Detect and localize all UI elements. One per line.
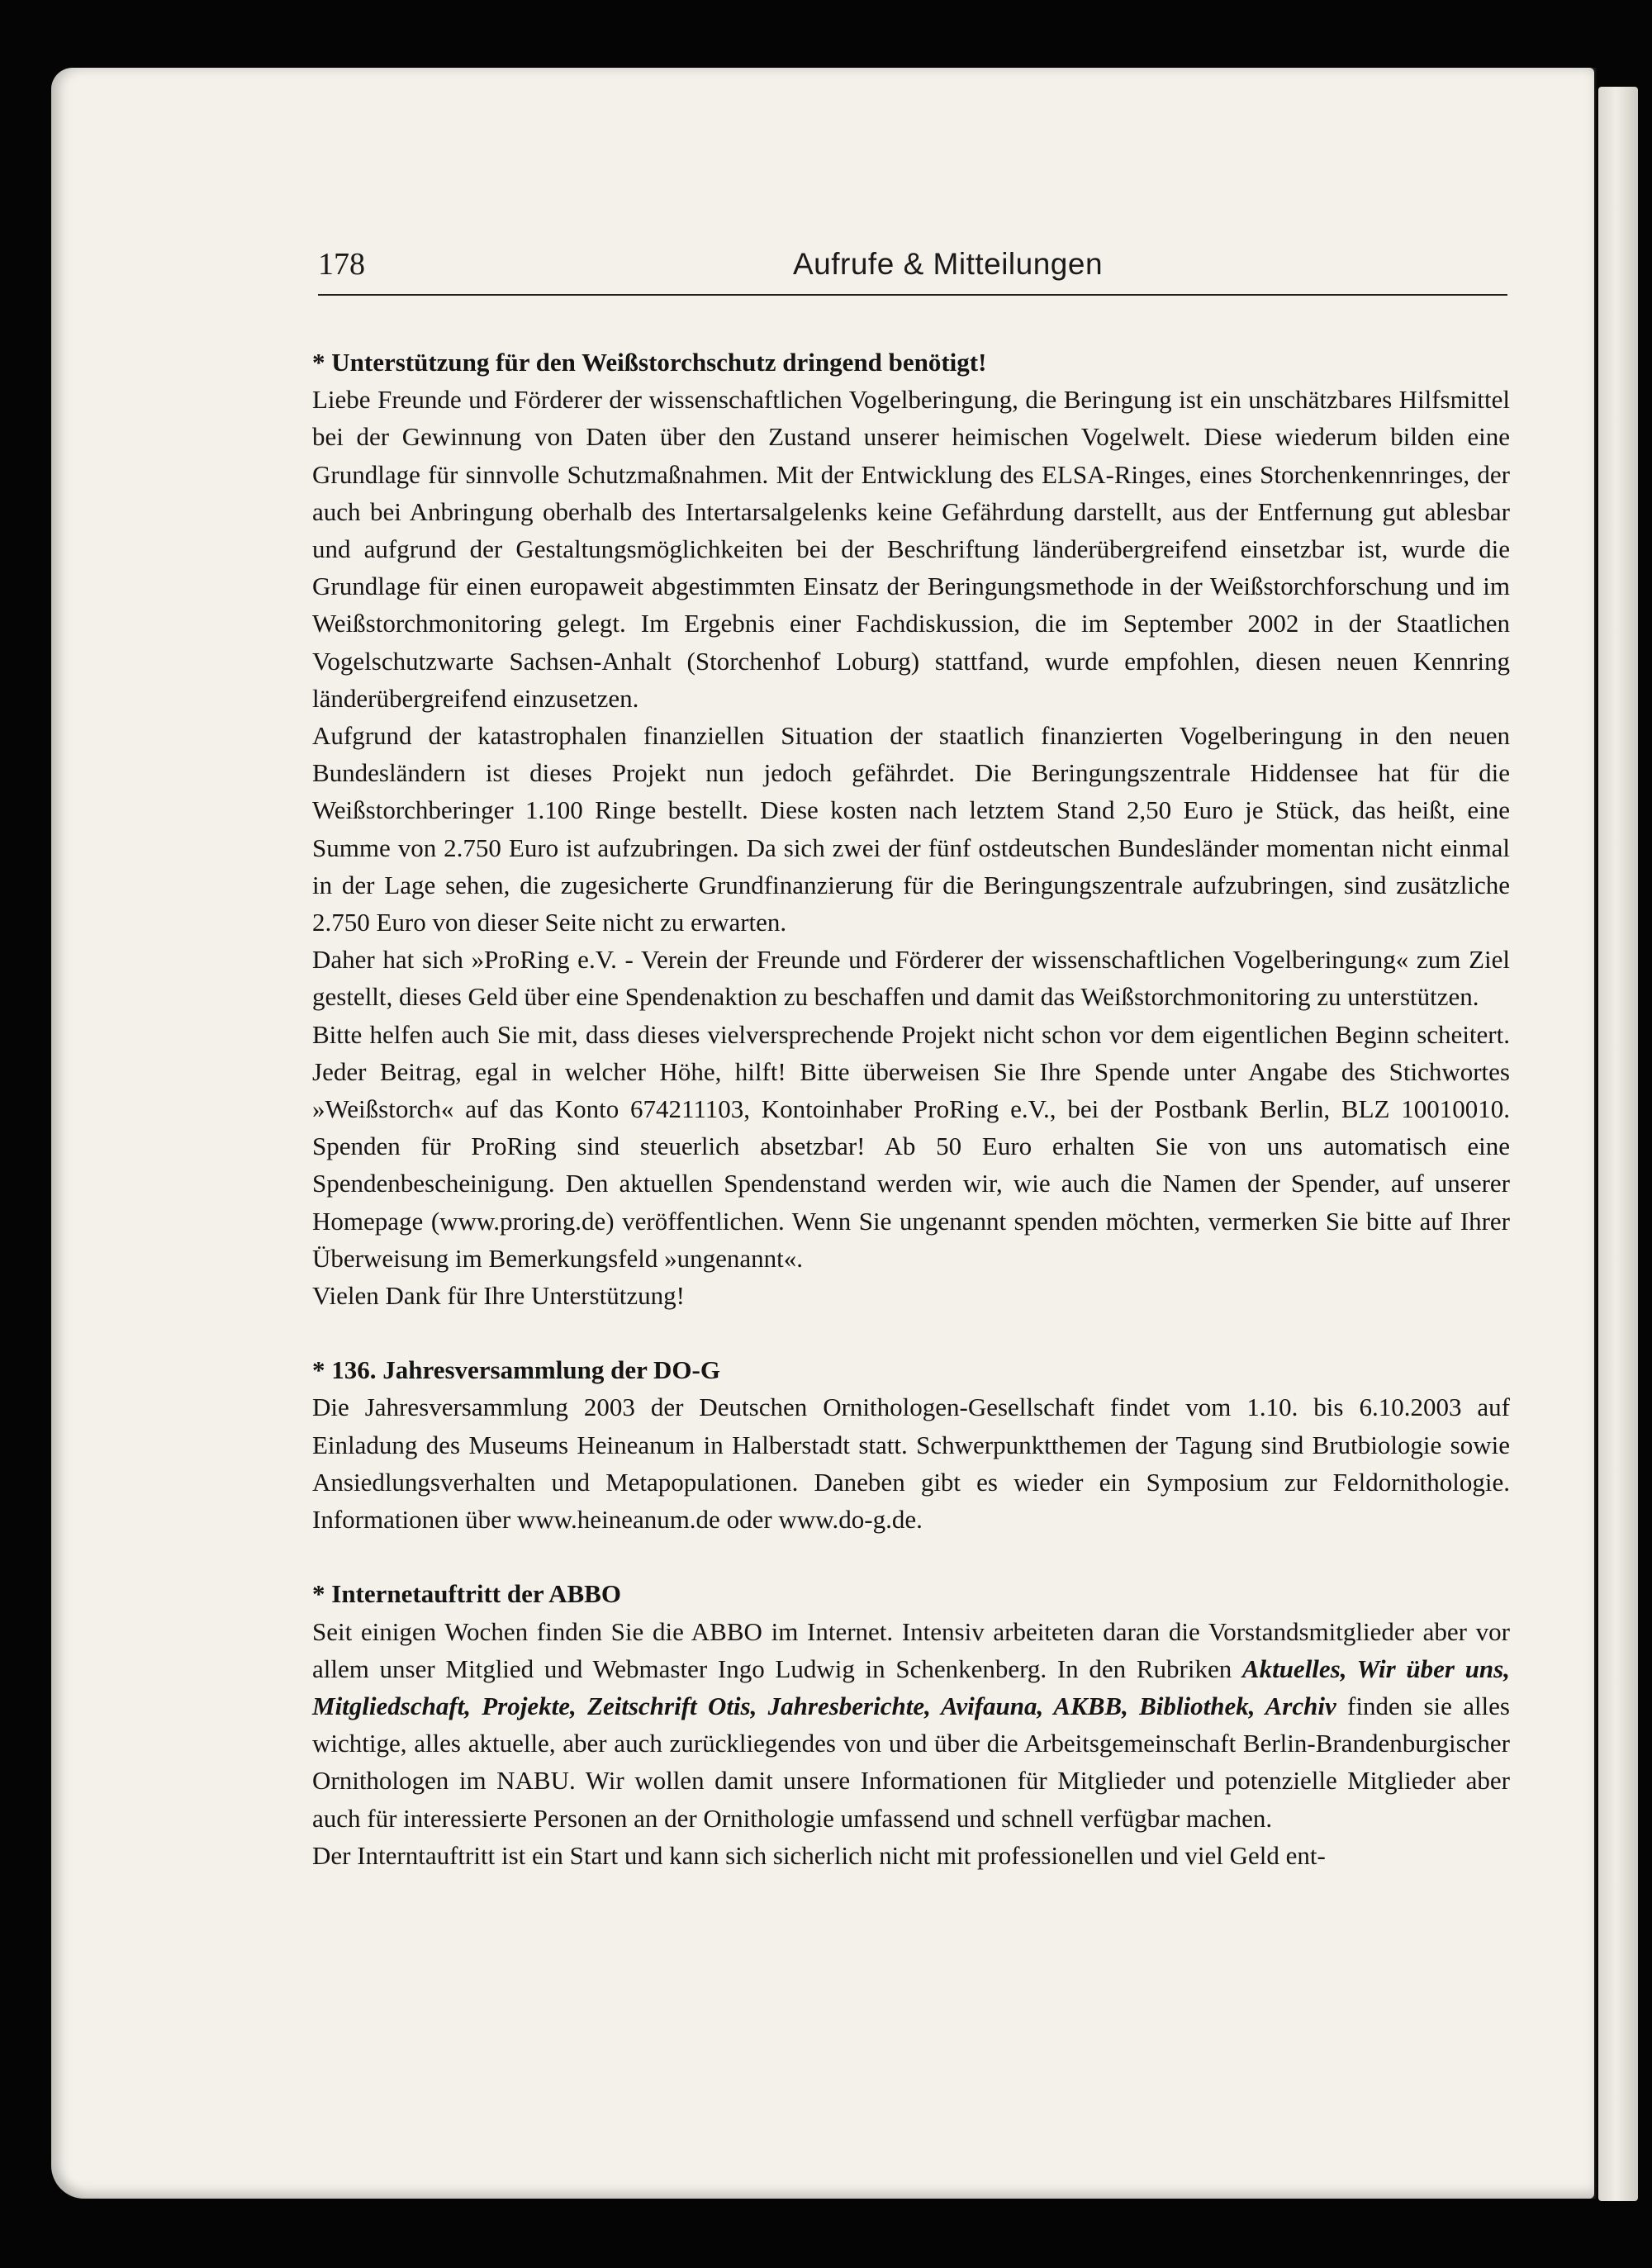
- section-heading: * Internetauftritt der ABBO: [312, 1579, 621, 1609]
- running-header: [318, 244, 1507, 296]
- section-jahresversammlung: [312, 1351, 1510, 1538]
- page-content: [312, 344, 1510, 1911]
- rubric-list: Aktuelles, Wir über uns, Mitgliedschaft, Projekte, Zeitschrift Otis, Jahresberichte, Avifauna, AKBB, Bibliothek, Archiv: [312, 1654, 1510, 1720]
- paragraph-text: finden sie alles wichtige, alles aktuelle, aber auch zurückliegendes von und über die Arbeitsgemeinschaft Berlin-Brandenburgischer Ornithologen im NABU. Wir wollen damit unsere Informationen für Mitglieder und potenzielle Mitglieder aber auch für interessierte Personen an der Ornithologie umfassend und schnell verfügbar machen.: [312, 1691, 1510, 1833]
- paragraph: Daher hat sich »ProRing e.V. - Verein der Freunde und Förderer der wissenschaftlichen Vogelberingung« zum Ziel gestellt, dieses Geld über eine Spendenaktion zu beschaffen und damit das Weißstorchmonitoring zu unterstützen.: [312, 945, 1510, 1012]
- section-internetauftritt: [312, 1575, 1510, 1874]
- paragraph: Der Interntauftritt ist ein Start und kann sich sicherlich nicht mit professionellen und viel Geld ent-: [312, 1840, 1326, 1870]
- paragraph-text: Seit einigen Wochen finden Sie die ABBO im Internet. Intensiv arbeiteten daran die Vorstandsmitglieder aber vor allem unser Mitglied und Webmaster Ingo Ludwig in Schenkenberg. In den Rubriken: [312, 1616, 1510, 1683]
- paragraph: Die Jahresversammlung 2003 der Deutschen Ornithologen-Gesellschaft findet vom 1.10. bis 6.10.2003 auf Einladung des Museums Heineanum in Halberstadt statt. Schwerpunktthemen der Tagung sind Brutbiologie sowie Ansiedlungsverhalten und Metapopulationen. Daneben gibt es wieder ein Symposium zur Feldornithologie. Informationen über www.heineanum.de oder www.do-g.de.: [312, 1393, 1510, 1535]
- paragraph: Aufgrund der katastrophalen finanziellen Situation der staatlich finanzierten Vogelberingung in den neuen Bundesländern ist dieses Projekt nun jedoch gefährdet. Die Beringungszentrale Hiddensee hat für die Weißstorchberinger 1.100 Ringe bestellt. Diese kosten nach letztem Stand 2,50 Euro je Stück, das heißt, eine Summe von 2.750 Euro ist aufzubringen. Da sich zwei der fünf ostdeutschen Bundesländer momentan nicht einmal in der Lage sehen, die zugesicherte Grundfinanzierung für die Beringungszentrale aufzubringen, sind zusätzliche 2.750 Euro von dieser Seite nicht zu erwarten.: [312, 721, 1510, 937]
- paragraph: Bitte helfen auch Sie mit, dass dieses vielversprechende Projekt nicht schon vor dem eigentlichen Beginn scheitert. Jeder Beitrag, egal in welcher Höhe, hilft! Bitte überweisen Sie Ihre Spende unter Angabe des Stichwortes »Weißstorch« auf das Konto 674211103, Kontoinhaber ProRing e.V., bei der Postbank Berlin, BLZ 10010010. Spenden für ProRing sind steuerlich absetzbar! Ab 50 Euro erhalten Sie von uns automatisch eine Spendenbescheinigung. Den aktuellen Spendenstand werden wir, wie auch die Namen der Spender, auf unserer Homepage (www.proring.de) veröffentlichen. Wenn Sie ungenannt spenden möchten, vermerken Sie bitte auf Ihrer Überweisung im Bemerkungsfeld »ungenannt«.: [312, 1019, 1510, 1273]
- section-weissstorchschutz: [312, 344, 1510, 1314]
- paragraph: Vielen Dank für Ihre Unterstützung!: [312, 1281, 685, 1311]
- paragraph: Liebe Freunde und Förderer der wissenschaftlichen Vogelberingung, die Beringung ist ein unschätzbares Hilfsmittel bei der Gewinnung von Daten über den Zustand unserer heimischen Vogelwelt. Diese wiederum bilden eine Grundlage für sinnvolle Schutzmaßnahmen. Mit der Entwicklung des ELSA-Ringes, eines Storchenkennringes, der auch bei Anbringung oberhalb des Intertarsalgelenks keine Gefährdung darstellt, aus der Entfernung gut ablesbar und aufgrund der Gestaltungsmöglichkeiten bei der Beschriftung länderübergreifend einsetzbar ist, wurde die Grundlage für einen europaweit abgestimmten Einsatz der Beringungsmethode in der Weißstorchforschung und im Weißstorchmonitoring gelegt. Im Ergebnis einer Fachdiskussion, die im September 2002 in der Staatlichen Vogelschutzwarte Sachsen-Anhalt (Storchenhof Loburg) stattfand, wurde empfohlen, diesen neuen Kennring länderübergreifend einzusetzen.: [312, 385, 1510, 713]
- page-number: 178: [318, 247, 365, 282]
- running-title: Aufrufe & Mitteilungen: [793, 247, 1104, 281]
- book-page-edge: [1598, 87, 1638, 2201]
- section-heading: * Unterstützung für den Weißstorchschutz dringend benötigt!: [312, 348, 987, 377]
- section-heading: * 136. Jahresversammlung der DO-G: [312, 1355, 720, 1385]
- paragraph: [312, 1613, 1510, 1837]
